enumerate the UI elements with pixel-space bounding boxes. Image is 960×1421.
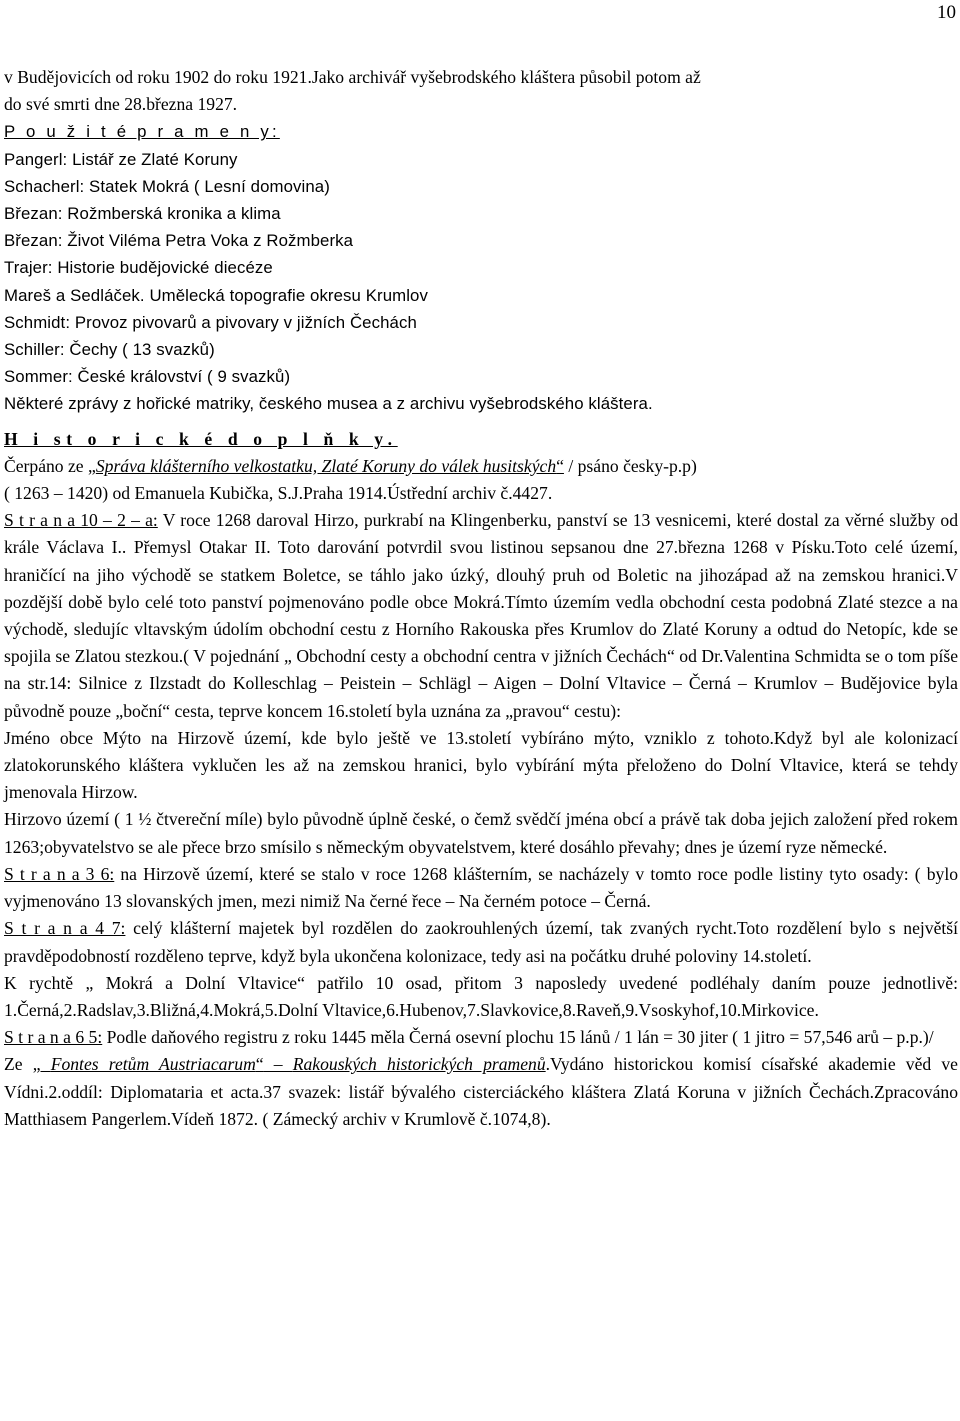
source-item: Březan: Život Viléma Petra Voka z Rožmberka [4, 231, 354, 251]
source-prefix: Čerpáno ze [4, 455, 89, 476]
section-text: na Hirzově území, které se stalo v roce 1268 klášterním, se nacházely v tomto roce podle listiny tyto osady: ( bylo vyjmenováno 13 slovanských jmen, mezi nimiž Na černé řece – Na černém potoce – Černá. [4, 863, 959, 912]
source-line-2: ( 1263 – 1420) od Emanuela Kubička, S.J.Praha 1914.Ústřední archiv č.4427. [4, 483, 553, 504]
source-suffix: / psáno česky-p.p) [563, 455, 697, 476]
closing-paragraph [4, 1051, 958, 1133]
section-paragraph [4, 725, 958, 807]
closing-dash: – [263, 1054, 293, 1075]
section-label: S t r a n a 6 5: [4, 1027, 103, 1048]
page-number: 10 [937, 2, 956, 23]
closing-rest: .Vydáno historickou komisí císařské akademie věd ve Vídni.2.oddíl: Diplomataria et acta.37 svazek: listář bývalého cisterciáckého kláštera Zlatá Koruna v jižních Čechách.Zpracováno Matthiasem Pangerlem.Vídeň 1872. ( Zámecký archiv v Krumlově č.1074,8). [4, 1054, 958, 1129]
section-text: Jméno obce Mýto na Hirzově území, kde bylo ještě ve 13.století vybíráno mýto, vzniklo z tohoto.Když byl ale kolonizací zlatokorunského kláštera vyklučen les až na zemskou hranici, bylo vybírání mýta přeloženo do Dolní Vltavice, která se tehdy jmenovala Hirzow. [4, 727, 958, 803]
document-body [4, 64, 958, 1133]
section-text: Hirzovo území ( 1 ½ čtvereční míle) bylo původně úplně české, o čemž svědčí jména obcí a právě tak doba jejich založení před rokem 1263;obyvatelstvo se ale přece brzo smísilo s německým obyvatelstvem, které dosáhlo převahy; dnes je území ryze německé. [4, 809, 958, 857]
section-label: S t r a n a 3 6: [4, 863, 115, 884]
section-paragraph [4, 970, 958, 1024]
historical-heading: H i st o r i c k é d o p l ň k y. [4, 428, 398, 449]
source-item: Schmidt: Provoz pivovarů a pivovary v jižních Čechách [4, 312, 417, 332]
source-item: Některé zprávy z hořické matriky, českého musea a z archivu vyšebrodského kláštera. [4, 394, 653, 414]
source-item: Mareš a Sedláček. Umělecká topografie okresu Krumlov [4, 285, 428, 305]
source-item: Trajer: Historie budějovické diecéze [4, 258, 273, 278]
intro-line: do své smrti dne 28.března 1927. [4, 94, 238, 115]
source-item: Březan: Rožmberská kronika a klima [4, 204, 281, 224]
section-paragraph [4, 861, 958, 915]
source-item: Schacherl: Statek Mokrá ( Lesní domovina) [4, 176, 330, 196]
section-paragraph [4, 1024, 958, 1051]
source-item: Schiller: Čechy ( 13 svazků) [4, 340, 215, 360]
sources-heading: P o u ž i t é p r a m e n y: [4, 122, 280, 142]
source-line [4, 453, 958, 480]
section-text: V roce 1268 daroval Hirzo, purkrabí na Klingenberku, panství se 13 vesnicemi, které dostal za věrné služby od krále Václava I.. Přemysl Otakar II. Toto darování potvrdil svou listinou sepsanou dne 27.března 1268 v Písku.Toto celé území, hraničící na jiho východě se statkem Boletce, se táhlo jako úzký, dlouhý pruh od Boletic na jihozápad až na zemskou hranici.V pozdější době bylo celé toto panství pojmenováno podle obce Mokrá.Tímto územím vedla obchodní cesta podobná Zlaté stezce a na východě, sledujíc vltavským údolím obchodní cestu z Horního Rakouska přes Krumlov do Zlaté Koruny a odtud do Netopíc, kde se spojila se Zlatou stezkou.( V pojednání „ Obchodní cesty a obchodní centra v jižních Čechách“ od Dr.Valentina Schmidta se o tom píše na str.14: Silnice z Ilzstadt do Kolleschlag – Peistein – Schlägl – Aigen – Dolní Vltavice – Černá – Krumlov – Budějovice byla původně pouze „boční“ cesta, teprve koncem 16.století byla uznána za „pravou“ cestu): [4, 510, 958, 721]
source-title: Správa klášterního velkostatku, Zlaté Koruny do válek husitských [95, 455, 557, 476]
section-text: K rychtě „ Mokrá a Dolní Vltavice“ patřilo 10 osad, přitom 3 naposledy uvedené podléhaly daním pouze jednotlivě: 1.Černá,2.Radslav,3.Bližná,4.Mokrá,5.Dolní Vltavice,6.Hubenov,7.Slavkovice,8.Raveň,9.Vsoskyhof,10.Mirkovice. [4, 972, 958, 1020]
source-item: Pangerl: Listář ze Zlaté Koruny [4, 149, 238, 169]
closing-title-czech: Rakouských historických pramenů [292, 1054, 546, 1075]
intro-line: v Budějovicích od roku 1902 do roku 1921.Jako archivář vyšebrodského kláštera působil potom až [4, 67, 701, 87]
section-text: Podle daňového registru z roku 1445 měla Černá osevní plochu 15 lánů / 1 lán = 30 jiter ( 1 jitro = 57,546 arů – p.p.)/ [102, 1027, 934, 1048]
closing-prefix: Ze [4, 1054, 33, 1075]
section-paragraph [4, 806, 958, 860]
source-item: Sommer: České království ( 9 svazků) [4, 367, 291, 387]
source-quote-open: „ [88, 455, 96, 476]
section-label: S t r a n a 4 7: [4, 918, 126, 939]
section-paragraph [4, 915, 958, 969]
section-text: celý klášterní majetek byl rozdělen do zaokrouhlených území, tak zvaných rycht.Toto rozdělení bylo s největší pravděpodobností rozděleno teprve, když byla ukončena kolonizace, tedy asi na počátku druhé poloviny 14.století. [4, 918, 959, 966]
closing-quote-open: „ [32, 1054, 51, 1075]
closing-quote-close: “ [255, 1054, 264, 1075]
section-paragraph [4, 507, 958, 725]
source-quote-close: “ [556, 455, 564, 476]
section-label: S t r a n a 10 – 2 – a: [4, 510, 158, 531]
closing-title-latin: Fontes retům Austriacarum [50, 1054, 256, 1075]
